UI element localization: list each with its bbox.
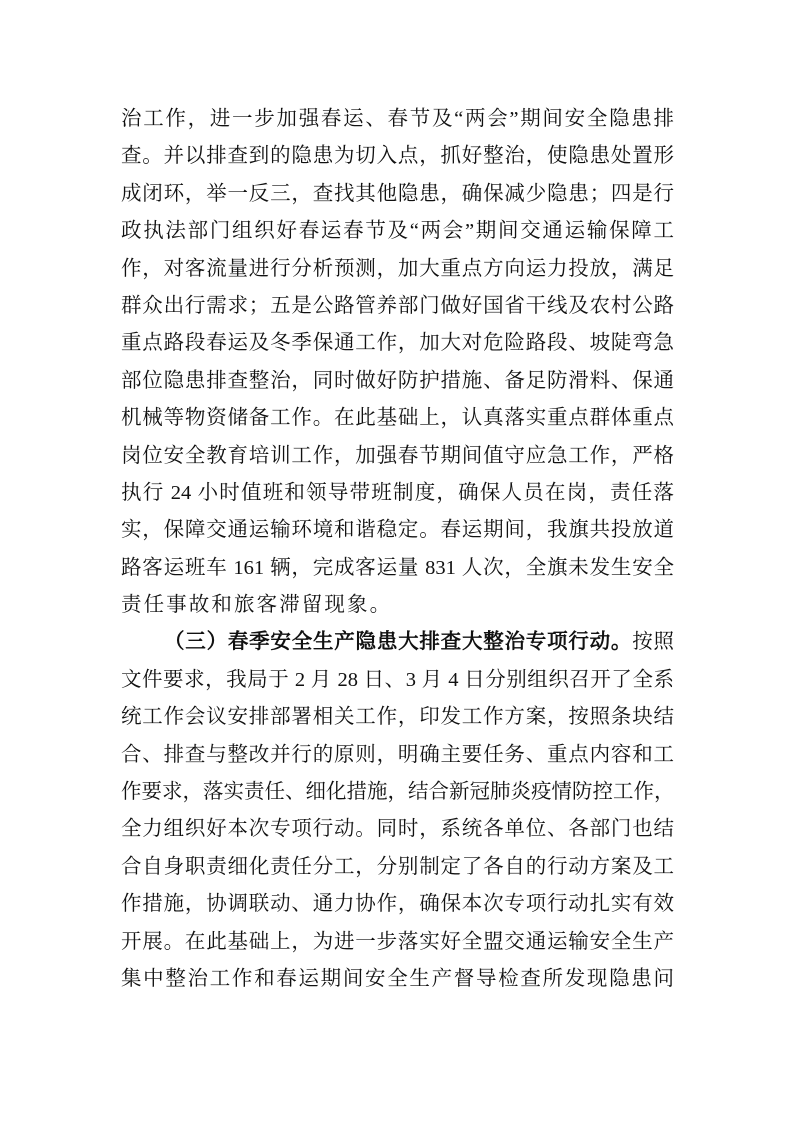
text-line: 作，对客流量进行分析预测，加大重点方向运力投放，满足 — [121, 257, 674, 280]
paragraph — [121, 624, 674, 998]
text-line: 集中整治工作和春运期间安全生产督导检查所发现隐患问 — [121, 967, 674, 990]
text-line: 机械等物资储备工作。在此基础上，认真落实重点群体重点 — [121, 407, 674, 430]
text-line: 作要求，落实责任、细化措施，结合新冠肺炎疫情防控工作， — [121, 781, 675, 804]
text-line: 重点路段春运及冬季保通工作，加大对危险路段、坡陡弯急 — [121, 332, 674, 355]
text-line: 作措施，协调联动、通力协作，确保本次专项行动扎实有效 — [121, 893, 674, 916]
text-line: 责任事故和旅客滞留现象。 — [121, 594, 393, 617]
section-heading: （三）春季安全生产隐患大排查大整治专项行动。 — [164, 631, 633, 654]
text-line: 群众出行需求；五是公路管养部门做好国省干线及农村公路 — [121, 294, 674, 317]
text-line: 成闭环，举一反三，查找其他隐患，确保减少隐患；四是行 — [121, 182, 674, 205]
document-body — [121, 101, 674, 998]
text-line: 开展。在此基础上，为进一步落实好全盟交通运输安全生产 — [121, 930, 674, 953]
text-line: 文件要求，我局于 2 月 28 日、3 月 4 日分别组织召开了全系 — [121, 668, 674, 691]
text-line: 查。并以排查到的隐患为切入点，抓好整治，使隐患处置形 — [121, 145, 674, 168]
paragraph — [121, 101, 674, 624]
text-line: 全力组织好本次专项行动。同时，系统各单位、各部门也结 — [121, 818, 674, 841]
text-line: 部位隐患排查整治，同时做好防护措施、备足防滑料、保通 — [121, 369, 674, 392]
text-line: 统工作会议安排部署相关工作，印发工作方案，按照条块结 — [121, 706, 674, 729]
text-line: 实，保障交通运输环境和谐稳定。春运期间，我旗共投放道 — [121, 519, 674, 542]
text-line: 合、排查与整改并行的原则，明确主要任务、重点内容和工 — [121, 743, 674, 766]
text-span: 按照 — [632, 631, 675, 654]
text-line: 政执法部门组织好春运春节及“两会”期间交通运输保障工 — [121, 220, 674, 243]
text-line: 治工作，进一步加强春运、春节及“两会”期间安全隐患排 — [121, 108, 674, 130]
text-line: 执行 24 小时值班和领导带班制度，确保人员在岗，责任落 — [121, 481, 674, 504]
paragraph-first-line — [121, 624, 674, 661]
text-line: 合自身职责细化责任分工，分别制定了各自的行动方案及工 — [121, 855, 674, 878]
text-line: 路客运班车 161 辆，完成客运量 831 人次，全旗未发生安全 — [121, 556, 674, 579]
text-line: 岗位安全教育培训工作，加强春节期间值守应急工作，严格 — [121, 444, 674, 467]
